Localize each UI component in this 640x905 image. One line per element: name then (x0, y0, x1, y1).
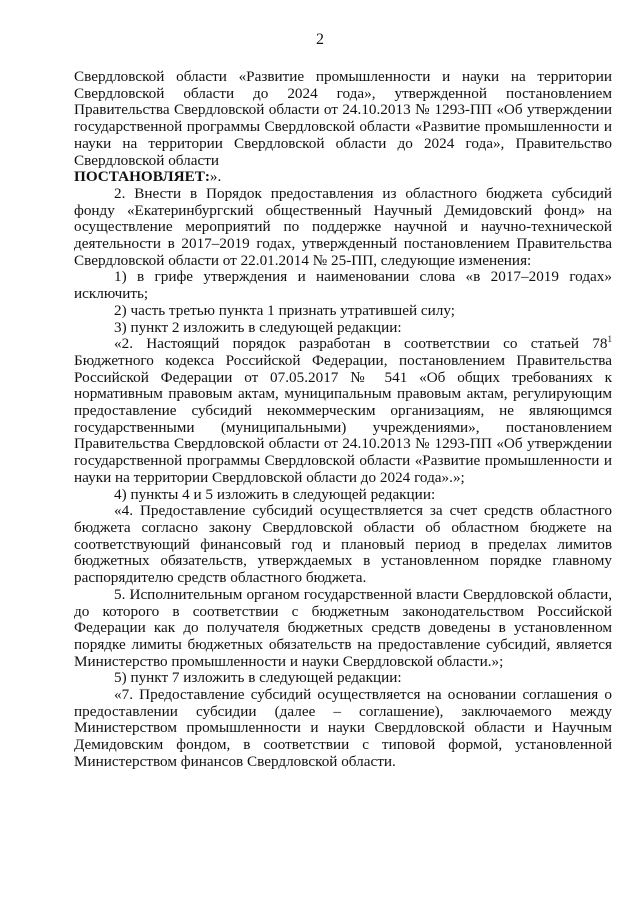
resolves-word: ПОСТАНОВЛЯЕТ: (74, 168, 210, 186)
quote-point-2-first-line (74, 336, 612, 353)
paragraph-subitem-1: 1) в грифе утверждения и наименовании слова «в 2017–2019 годах» исключить; (74, 268, 612, 303)
paragraph-subitem-4: 4) пункты 4 и 5 изложить в следующей редакции: (114, 485, 436, 503)
paragraph-subitem-3: 3) пункт 2 изложить в следующей редакции: (114, 318, 402, 336)
paragraph-subitem-5: 5) пункт 7 изложить в следующей редакции: (114, 669, 402, 687)
page-number: 2 (316, 31, 324, 48)
preamble-paragraph: Свердловской области «Развитие промышленности и науки на территории Свердловской области до 2024 года», утвержденной постановлением Правительства Свердловской области от 24.10.2013 № 1293-ПП «Об утверждении государственной программы Свердловской области «Развитие промышленности и науки на территории Свердловской области до 2024 года», Правительство Свердловской области (74, 68, 612, 169)
paragraph-item-2: 2. Внести в Порядок предоставления из областного бюджета субсидий фонду «Екатеринбургский общественный Научный Демидовский фонд» на осуществление мероприятий по поддержке научной и научно-технической деятельности в 2017–2019 годах, утвержденный постановлением Правительства Свердловской области от 22.01.2014 № 25-ПП, следующие изменения: (74, 184, 612, 269)
document-body (74, 69, 612, 771)
quote-point-2-lead: «2. Настоящий порядок разработан в соответствии со статьей 78 (114, 335, 608, 353)
quote-point-7: «7. Предоставление субсидий осуществляется на основании соглашения о предоставлении субсидии (далее – соглашение), заключаемого между Министерством промышленности и науки Свердловской области и Научным Демидовским фондом, в соответствии с типовой формой, установленной Министерством финансов Свердловской области. (74, 686, 612, 770)
quote-point-2-body: Бюджетного кодекса Российской Федерации, постановлением Правительства Российской Федерации от 07.05.2017 № 541 «Об общих требованиях к нормативным правовым актам, муниципальным правовым актам, регулирующим предоставление субсидий некоммерческим организациям, не являющимся государственными (муниципальными) учреждениями», постановлением Правительства Свердловской области от 24.10.2013 № 1293-ПП «Об утверждении государственной программы Свердловской области «Развитие промышленности и науки на территории Свердловской области до 2024 года».»; (74, 351, 612, 486)
quote-point-4: «4. Предоставление субсидий осуществляется за счет средств областного бюджета согласно закону Свердловской области об областном бюджете на соответствующий финансовый год и плановый период в пределах лимитов бюджетных обязательств, утверждаемых в установленном порядке главному распорядителю средств областного бюджета. (74, 502, 612, 587)
quote-point-5: 5. Исполнительным органом государственной власти Свердловской области, до которого в соответствии с бюджетным законодательством Российской Федерации как до получателя бюджетных средств доведены в установленном порядке лимиты бюджетных обязательств на предоставление субсидий, является Министерство промышленности и науки Свердловской области.»; (74, 585, 612, 670)
article-superscript: 1 (607, 334, 612, 345)
resolves-tail: ». (209, 168, 222, 186)
paragraph-subitem-2: 2) часть третью пункта 1 признать утратившей силу; (114, 301, 455, 319)
resolves-line (74, 169, 612, 186)
